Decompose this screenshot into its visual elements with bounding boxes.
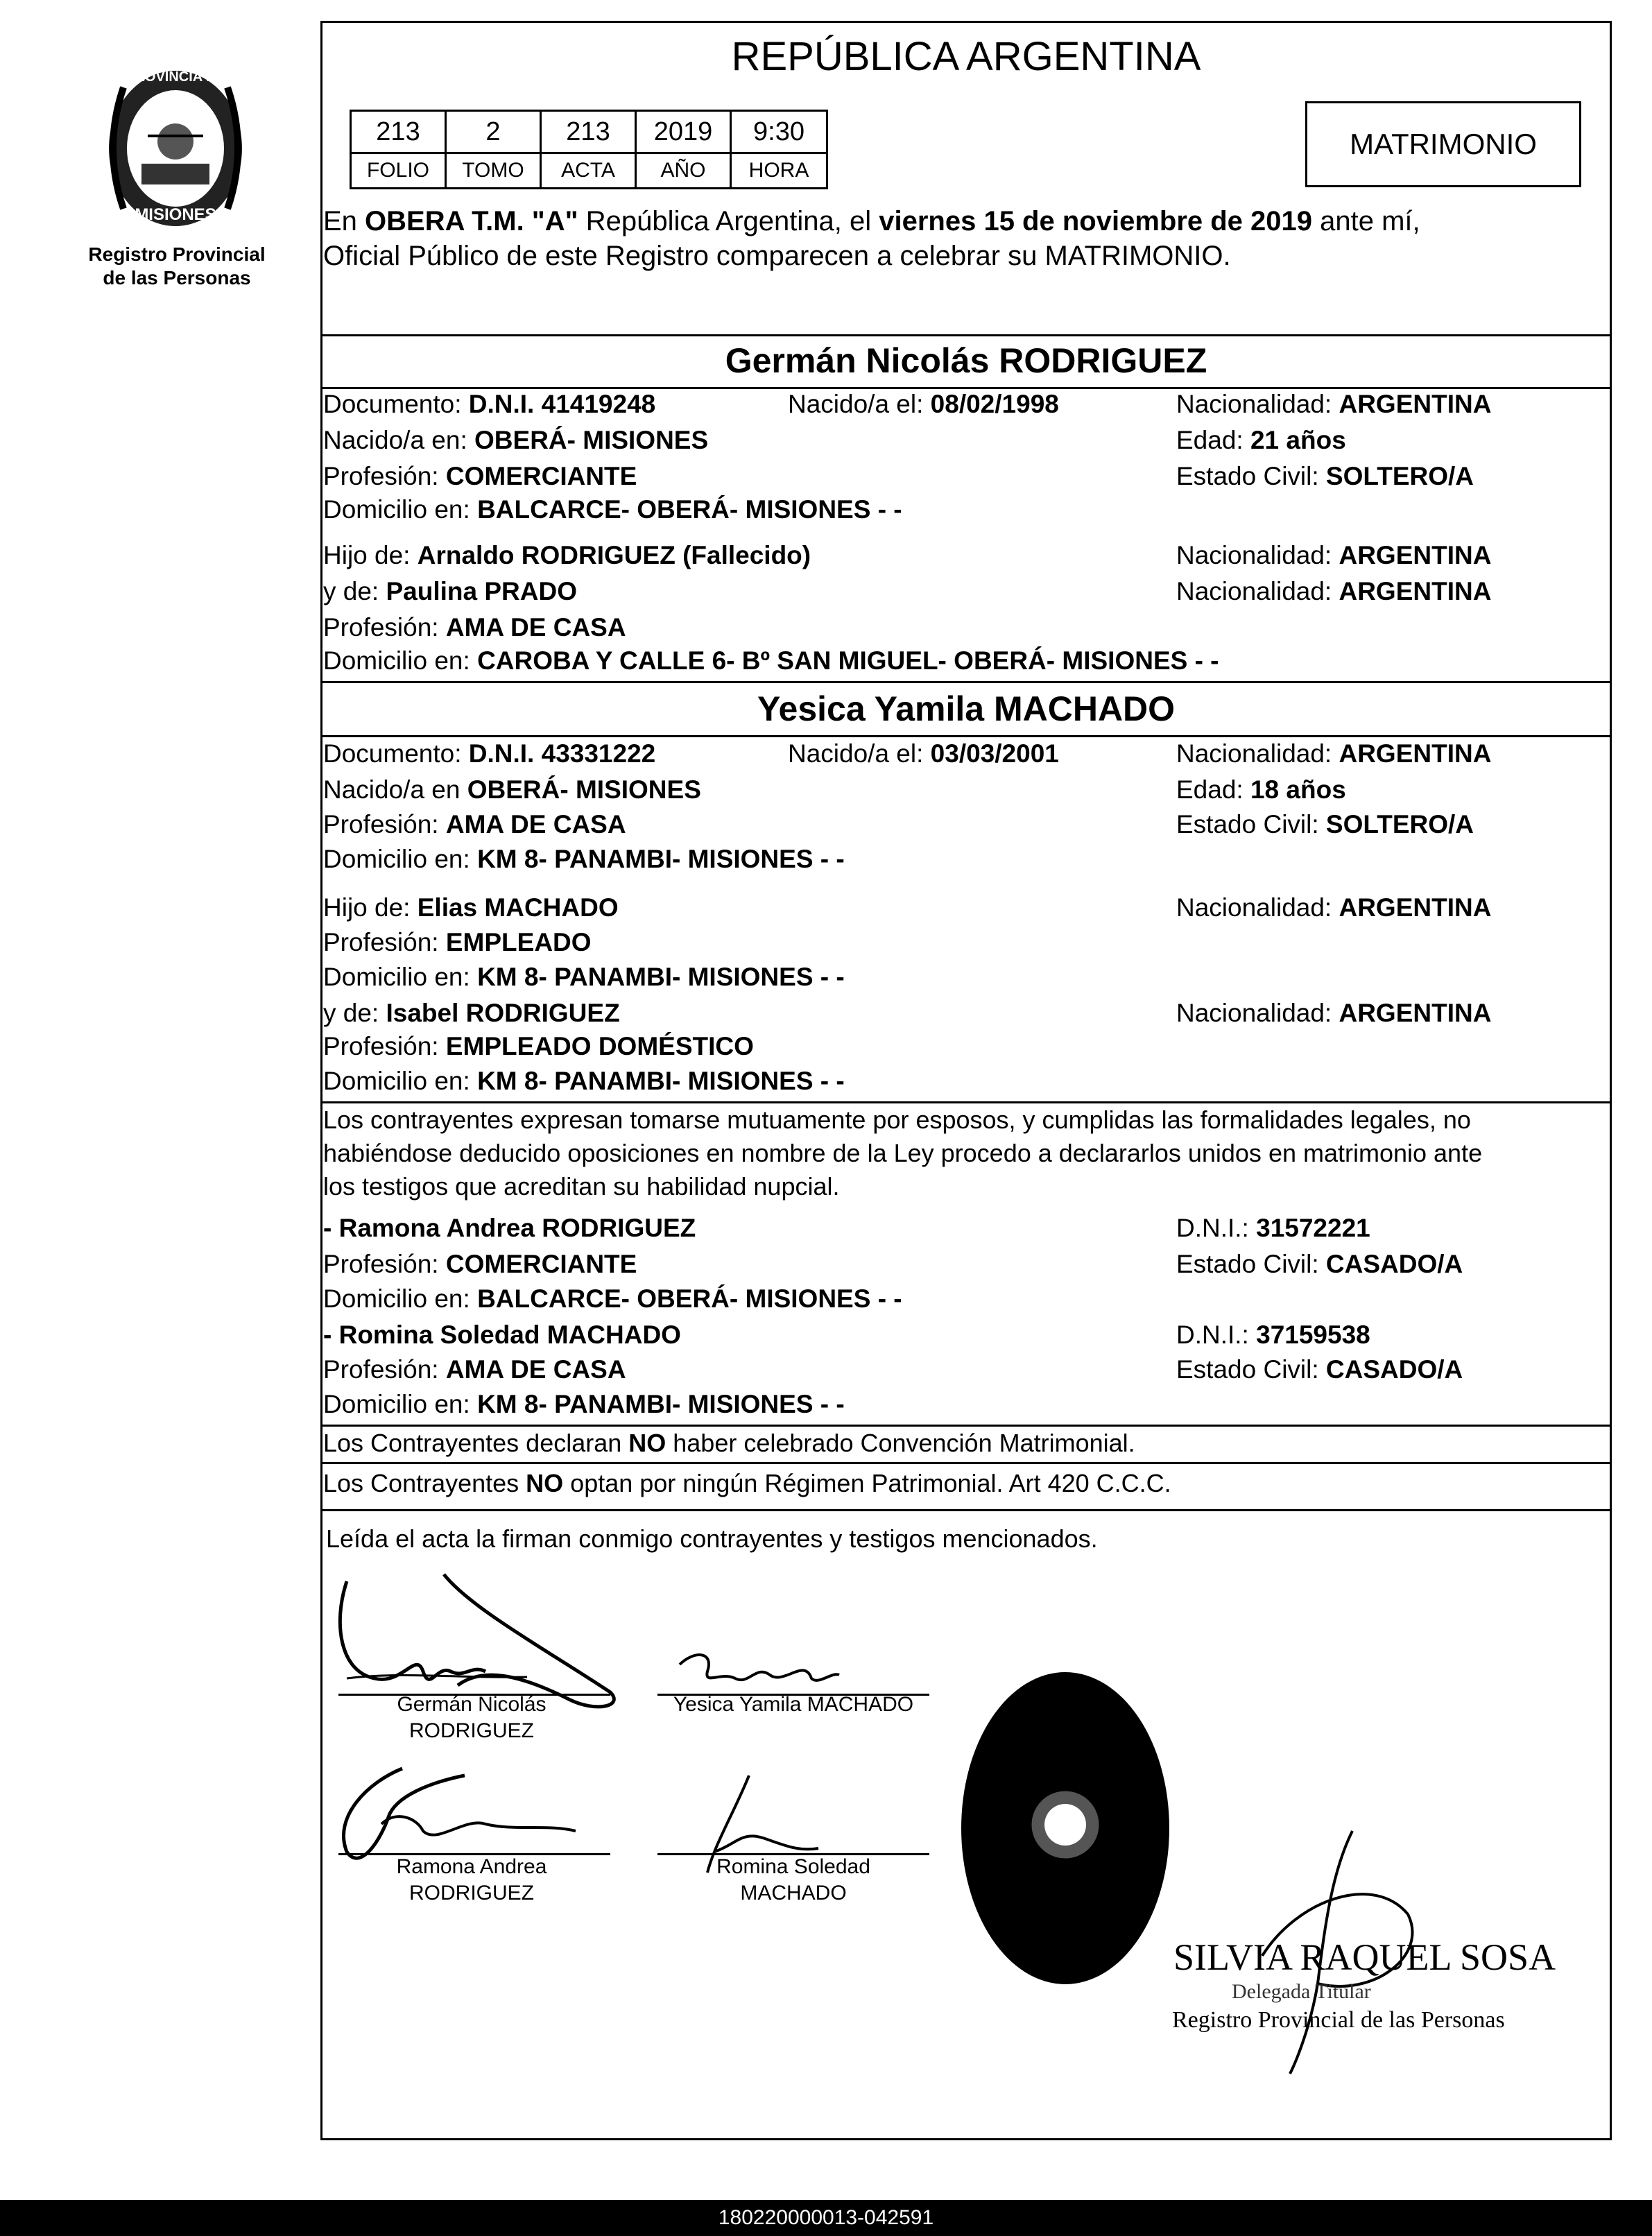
groom-mother-nat-label: Nacionalidad: (1176, 577, 1339, 605)
intro-line-2: Oficial Público de este Registro comparecen a celebrar su MATRIMONIO. (323, 241, 1231, 271)
groom-signature-label-1: Germán Nicolás (397, 1693, 547, 1716)
witness-1-row-dom (323, 1282, 902, 1316)
footer-code: 180220000013-042591 (718, 2206, 934, 2229)
convention-1-no: NO (628, 1429, 666, 1457)
witness-1-profession: COMERCIANTE (445, 1250, 637, 1278)
groom-dni: D.N.I. 41419248 (468, 390, 656, 418)
groom-father-nat-label: Nacionalidad: (1176, 541, 1339, 569)
tomo-value: 2 (445, 110, 542, 154)
ano-label: AÑO (635, 152, 732, 189)
groom-father-name: Arnaldo RODRIGUEZ (Fallecido) (417, 541, 811, 569)
witness-1-dom-label: Domicilio en: (323, 1284, 478, 1313)
witness-2-row-name (323, 1318, 1606, 1352)
bride-civil-label: Estado Civil: (1176, 810, 1326, 839)
groom-doc-label: Documento: (323, 390, 469, 418)
convention-1-text-a: Los Contrayentes declaran (323, 1429, 629, 1457)
bride-row-prof (323, 807, 1606, 842)
folio-label: FOLIO (350, 152, 447, 189)
groom-row-prof (323, 459, 1606, 494)
document-type-box: MATRIMONIO (1305, 101, 1581, 187)
bride-father-label: Hijo de: (323, 893, 418, 922)
logo-caption-line2: de las Personas (103, 267, 251, 289)
logo-caption (62, 243, 291, 290)
groom-row-mother-prof (323, 610, 626, 645)
convention-2-text-b: optan por ningún Régimen Patrimonial. Art 420 C.C.C. (563, 1469, 1171, 1497)
bride-signature-icon (666, 1644, 860, 1699)
bride-born-label: Nacido/a el: (788, 739, 931, 768)
groom-prof-label: Profesión: (323, 462, 446, 490)
groom-mother-name: Paulina PRADO (386, 577, 577, 605)
witness-2-signature-label-1: Romina Soledad (716, 1855, 870, 1878)
bride-row-mother-dom (323, 1064, 845, 1099)
bride-mother-label: y de: (323, 999, 386, 1027)
hora-label: HORA (730, 152, 828, 189)
bride-row-place (323, 773, 1606, 807)
witness-2-signature-label-2: MACHADO (740, 1882, 847, 1904)
bride-mother-prof-label: Profesión: (323, 1032, 446, 1060)
bride-dni: D.N.I. 43331222 (468, 739, 656, 768)
bride-father-nationality: ARGENTINA (1339, 893, 1492, 922)
witness-2-prof-label: Profesión: (323, 1355, 446, 1384)
groom-row-place (323, 423, 1606, 458)
bride-row-mother-prof (323, 1029, 754, 1064)
groom-parents-address: CAROBA Y CALLE 6- Bº SAN MIGUEL- OBERÁ- MISIONES - - (477, 646, 1219, 675)
bride-mother-profession: EMPLEADO DOMÉSTICO (445, 1032, 754, 1060)
ano-value: 2019 (635, 110, 732, 154)
groom-mother-label: y de: (323, 577, 386, 605)
seal-bottom-text: OBERÁ (1033, 1926, 1098, 1947)
bride-father-name: Elias MACHADO (417, 893, 619, 922)
witness-1-civil-status: CASADO/A (1325, 1250, 1463, 1278)
groom-parents-dom-label: Domicilio en: (323, 646, 478, 675)
witness-2-dni-label: D.N.I.: (1176, 1321, 1257, 1349)
bride-age-label: Edad: (1176, 775, 1250, 804)
bride-row-dom (323, 842, 845, 877)
bride-nationality: ARGENTINA (1339, 739, 1492, 768)
convention-line-1 (323, 1427, 1135, 1459)
bride-address: KM 8- PANAMBI- MISIONES - - (477, 845, 845, 873)
groom-profession: COMERCIANTE (445, 462, 637, 490)
groom-mother-profession: AMA DE CASA (445, 613, 626, 642)
witness-2-civil-label: Estado Civil: (1176, 1355, 1326, 1384)
groom-place-label: Nacido/a en: (323, 426, 475, 454)
folio-value: 213 (350, 110, 447, 154)
groom-birth-date: 08/02/1998 (930, 390, 1059, 418)
official-name: SILVIA RAQUEL SOSA (1173, 1936, 1556, 1978)
logo-bottom-text: MISIONES (135, 205, 216, 224)
bride-civil-status: SOLTERO/A (1325, 810, 1474, 839)
witness-2-dni: 37159538 (1256, 1321, 1370, 1349)
footer-bar (0, 2200, 1652, 2236)
witness-1-name: - Ramona Andrea RODRIGUEZ (323, 1214, 696, 1242)
intro-line-1 (323, 205, 1420, 237)
groom-dom-label: Domicilio en: (323, 495, 478, 524)
divider (320, 1425, 1612, 1427)
logo-caption-line1: Registro Provincial (88, 243, 266, 265)
bride-birth-place: OBERÁ- MISIONES (467, 775, 701, 804)
bride-row-doc (323, 737, 1606, 771)
witness-2-row-prof (323, 1352, 1606, 1387)
groom-row-father (323, 538, 1606, 573)
closing-statement: Leída el acta la firman conmigo contrayentes y testigos mencionados. (326, 1524, 1098, 1553)
bride-profession: AMA DE CASA (445, 810, 626, 839)
groom-mother-nationality: ARGENTINA (1339, 577, 1492, 605)
divider (320, 1101, 1612, 1103)
groom-row-mother (323, 574, 1606, 609)
bride-name: Yesica Yamila MACHADO (757, 689, 1176, 728)
witness-1-address: BALCARCE- OBERÁ- MISIONES - - (477, 1284, 902, 1313)
groom-born-label: Nacido/a el: (788, 390, 931, 418)
intro-text-a: En (323, 206, 365, 237)
bride-place-label: Nacido/a en (323, 775, 467, 804)
groom-row-doc (323, 387, 1606, 422)
bride-birth-date: 03/03/2001 (930, 739, 1059, 768)
bride-age: 18 años (1250, 775, 1346, 804)
groom-civil-label: Estado Civil: (1176, 462, 1326, 490)
groom-nationality: ARGENTINA (1339, 390, 1492, 418)
page-title: REPÚBLICA ARGENTINA (731, 34, 1201, 79)
bride-mother-nat-label: Nacionalidad: (1176, 999, 1339, 1027)
bride-father-profession: EMPLEADO (445, 928, 592, 956)
groom-nat-label: Nacionalidad: (1176, 390, 1339, 418)
declaration-line-1: Los contrayentes expresan tomarse mutuamente por esposos, y cumplidas las formalidades legales, no (323, 1106, 1471, 1134)
bride-dom-label: Domicilio en: (323, 845, 478, 873)
convention-2-no: NO (526, 1469, 564, 1497)
official-office: Registro Provincial de las Personas (1172, 2007, 1505, 2033)
groom-father-label: Hijo de: (323, 541, 418, 569)
witness-2-name: - Romina Soledad MACHADO (323, 1321, 681, 1349)
tomo-label: TOMO (445, 152, 542, 189)
bride-mother-name: Isabel RODRIGUEZ (386, 999, 620, 1027)
divider (320, 1462, 1612, 1464)
divider (320, 1509, 1612, 1511)
hora-value: 9:30 (730, 110, 828, 154)
bride-row-father-prof (323, 925, 592, 960)
witness-1-civil-label: Estado Civil: (1176, 1250, 1326, 1278)
official-seal (954, 1662, 1176, 1995)
witness-1-signature-label-1: Ramona Andrea (396, 1855, 547, 1878)
groom-civil-status: SOLTERO/A (1325, 462, 1474, 490)
witness-1-row-name (323, 1211, 1606, 1246)
bride-mother-address: KM 8- PANAMBI- MISIONES - - (477, 1067, 845, 1095)
bride-mother-nationality: ARGENTINA (1339, 999, 1492, 1027)
witness-2-dom-label: Domicilio en: (323, 1390, 478, 1418)
bride-row-father-dom (323, 960, 845, 995)
acta-label: ACTA (540, 152, 637, 189)
groom-name: Germán Nicolás RODRIGUEZ (725, 341, 1207, 380)
ceremony-date: viernes 15 de noviembre de 2019 (879, 206, 1313, 237)
groom-birth-place: OBERÁ- MISIONES (474, 426, 709, 454)
bride-father-address: KM 8- PANAMBI- MISIONES - - (477, 963, 845, 991)
intro-text-b: República Argentina, el (578, 206, 879, 237)
witness-2-civil-status: CASADO/A (1325, 1355, 1463, 1384)
groom-row-parents-dom (323, 644, 1219, 678)
bride-doc-label: Documento: (323, 739, 469, 768)
groom-row-dom (323, 492, 902, 527)
groom-age-label: Edad: (1176, 426, 1250, 454)
witness-1-dni-label: D.N.I.: (1176, 1214, 1257, 1242)
bride-father-dom-label: Domicilio en: (323, 963, 478, 991)
witness-2-address: KM 8- PANAMBI- MISIONES - - (477, 1390, 845, 1418)
convention-line-2 (323, 1468, 1171, 1499)
witness-2-profession: AMA DE CASA (445, 1355, 626, 1384)
intro-text-c: ante mí, (1312, 206, 1420, 237)
groom-address: BALCARCE- OBERÁ- MISIONES - - (477, 495, 902, 524)
bride-signature-label: Yesica Yamila MACHADO (673, 1693, 914, 1716)
groom-mother-prof-label: Profesión: (323, 613, 446, 642)
groom-father-nationality: ARGENTINA (1339, 541, 1492, 569)
bride-row-mother (323, 996, 1606, 1031)
witness-2-row-dom (323, 1387, 845, 1422)
office-name: OBERA T.M. "A" (365, 206, 578, 237)
bride-nat-label: Nacionalidad: (1176, 739, 1339, 768)
witness-1-prof-label: Profesión: (323, 1250, 446, 1278)
witness-1-row-prof (323, 1247, 1606, 1282)
bride-mother-dom-label: Domicilio en: (323, 1067, 478, 1095)
declaration-line-2: habiéndose deducido oposiciones en nombre de la Ley procedo a declararlos unidos en matrimonio ante (323, 1139, 1483, 1167)
witness-1-signature-label-2: RODRIGUEZ (409, 1882, 534, 1904)
groom-age: 21 años (1250, 426, 1346, 454)
bride-prof-label: Profesión: (323, 810, 446, 839)
convention-2-text-a: Los Contrayentes (323, 1469, 526, 1497)
seal-icon (954, 1662, 1176, 1995)
witness-1-dni: 31572221 (1256, 1214, 1370, 1242)
bride-father-prof-label: Profesión: (323, 928, 446, 956)
official-title: Delegada Titular (1232, 1980, 1371, 2003)
convention-1-text-b: haber celebrado Convención Matrimonial. (666, 1429, 1135, 1457)
acta-value: 213 (540, 110, 637, 154)
groom-signature-label-2: RODRIGUEZ (409, 1719, 534, 1742)
declaration-line-3: los testigos que acreditan su habilidad nupcial. (323, 1172, 840, 1201)
province-logo (82, 60, 269, 240)
bride-father-nat-label: Nacionalidad: (1176, 893, 1339, 922)
logo-top-text: PROVINCIA DE (126, 69, 225, 85)
bride-row-father (323, 891, 1606, 925)
